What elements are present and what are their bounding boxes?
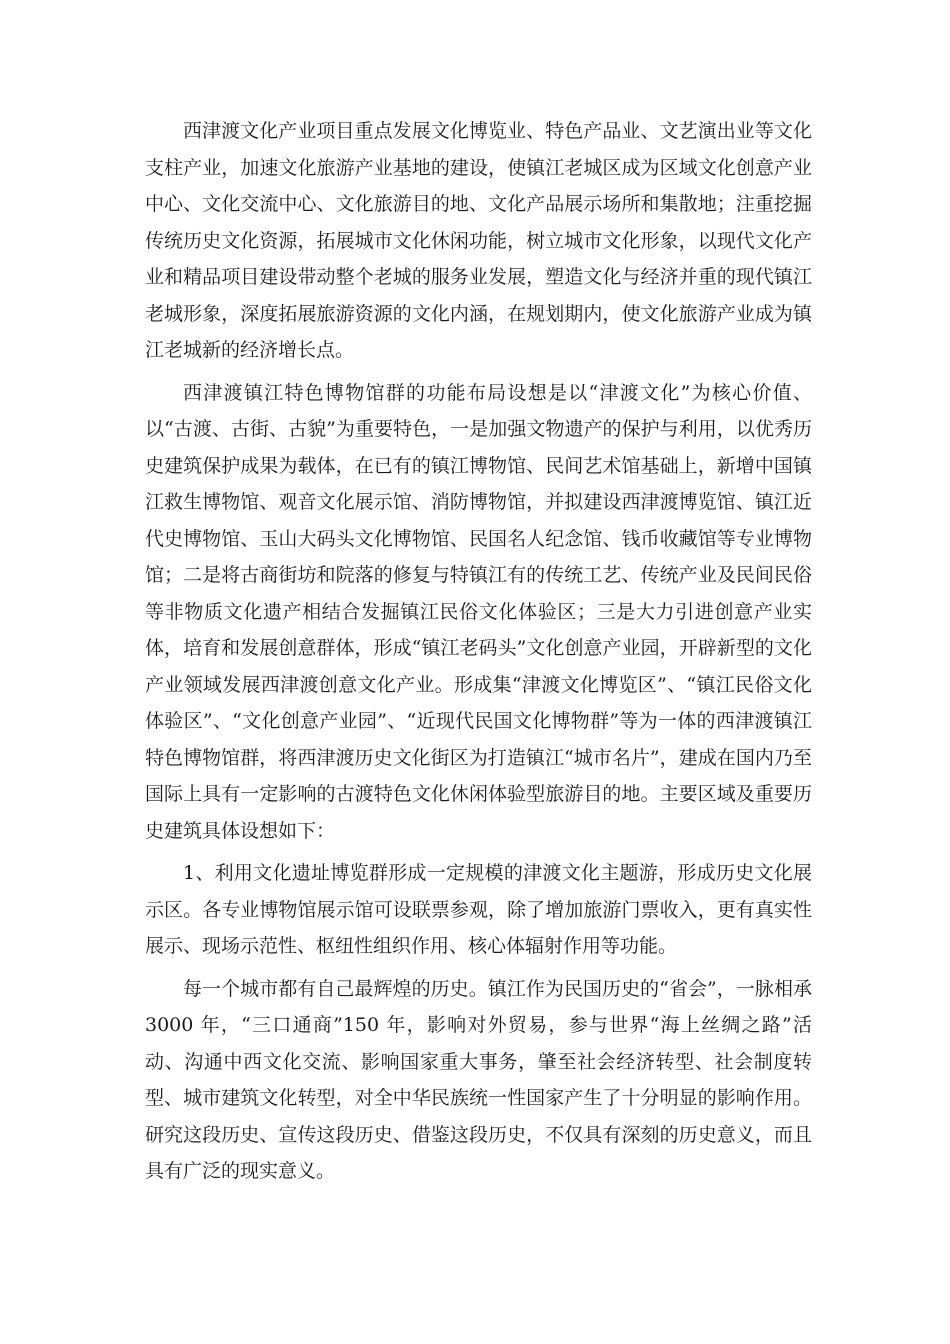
document-body [145, 113, 812, 1190]
paragraph-museum-cluster: 西津渡镇江特色博物馆群的功能布局设想是以“津渡文化”为核心价值、以“古渡、古街、古貌”为重要特色，一是加强文物遗产的保护与利用，以优秀历史建筑保护成果为载体，在已有的镇江博物馆、民间艺术馆基础上，新增中国镇江救生博物馆、观音文化展示馆、消防博物馆，并拟建设西津渡博览馆、镇江近代史博物馆、玉山大码头文化博物馆、民国名人纪念馆、钱币收藏馆等专业博物馆；二是将古商街坊和院落的修复与特镇江有的传统工艺、传统产业及民间民俗等非物质文化遗产相结合发掘镇江民俗文化体验区；三是大力引进创意产业实体，培育和发展创意群体，形成“镇江老码头”文化创意产业园，开辟新型的文化产业领域发展西津渡创意文化产业。形成集“津渡文化博览区”、“镇江民俗文化体验区”、“文化创意产业园”、“近现代民国文化博物群”等为一体的西津渡镇江特色博物馆群，将西津渡历史文化街区为打造镇江“城市名片”，建成在国内乃至国际上具有一定影响的古渡特色文化休闲体验型旅游目的地。主要区域及重要历史建筑具体设想如下： [145, 381, 812, 842]
paragraph-city-history: 每一个城市都有自己最辉煌的历史。镇江作为民国历史的“省会”，一脉相承 3000 年，“三口通商”150 年，影响对外贸易，参与世界“海上丝绸之路”活动、沟通中西文化交流、影响国家重大事务，肇至社会经济转型、社会制度转型、城市建筑文化转型，对全中华民族统一性国家产生了十分明显的影响作用。研究这段历史、宣传这段历史、借鉴这段历史，不仅具有深刻的历史意义，而且具有广泛的现实意义。 [145, 977, 812, 1182]
paragraph-exhibition-area: 1、利用文化遗址博览群形成一定规模的津渡文化主题游，形成历史文化展示区。各专业博物馆展示馆可设联票参观，除了增加旅游门票收入，更有真实性展示、现场示范性、枢纽性组织作用、核心体辐射作用等功能。 [145, 862, 812, 957]
paragraph-cultural-industry: 西津渡文化产业项目重点发展文化博览业、特色产品业、文艺演出业等文化支柱产业，加速文化旅游产业基地的建设，使镇江老城区成为区域文化创意产业中心、文化交流中心、文化旅游目的地、文化产品展示场所和集散地；注重挖掘传统历史文化资源，拓展城市文化休闲功能，树立城市文化形象，以现代文化产业和精品项目建设带动整个老城的服务业发展，塑造文化与经济并重的现代镇江老城形象，深度拓展旅游资源的文化内涵，在规划期内，使文化旅游产业成为镇江老城新的经济增长点。 [145, 120, 812, 361]
